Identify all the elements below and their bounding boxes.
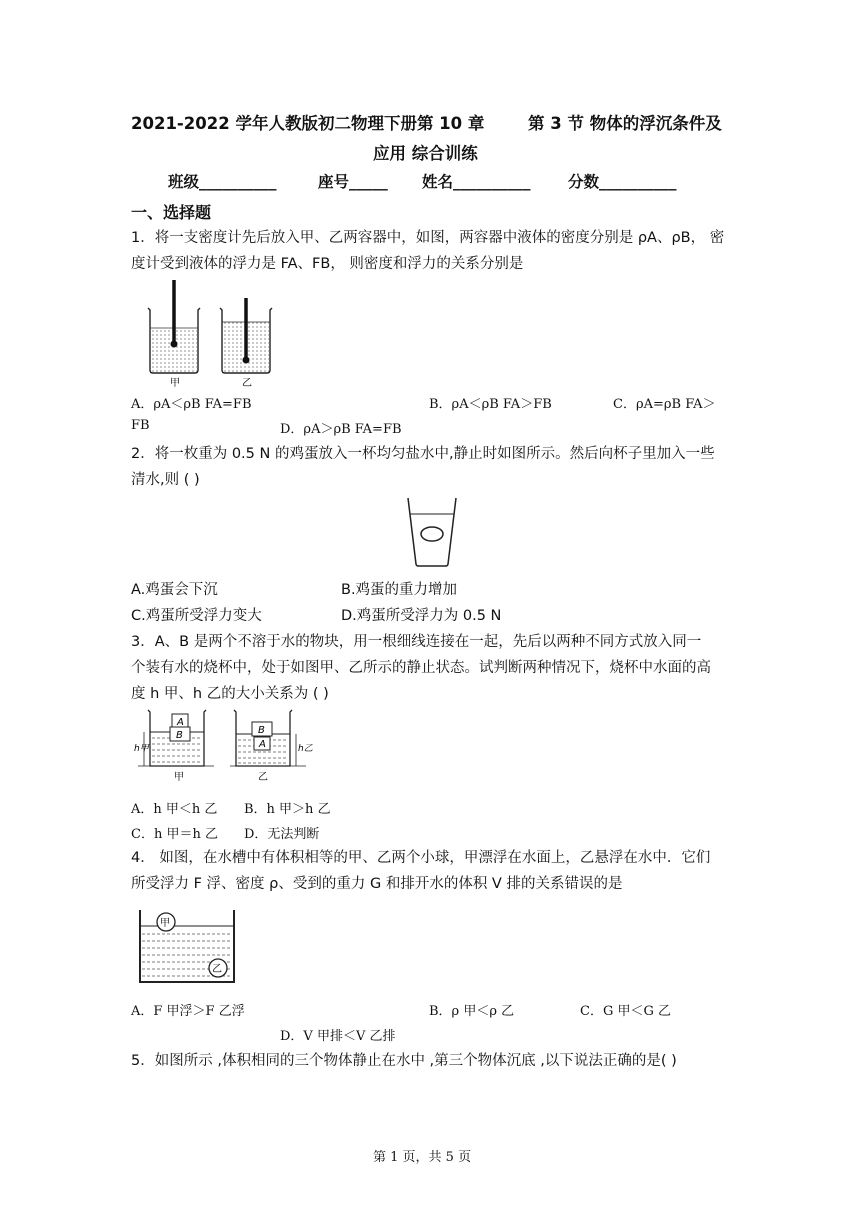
- q4-figure-tank: [138, 908, 238, 986]
- q2-option-a: A.鸡蛋会下沉: [131, 582, 218, 598]
- q3-line3: 度 h 甲、h 乙的大小关系为 ( ): [131, 686, 329, 702]
- q3-block-b-jia: B: [176, 730, 183, 741]
- q3-option-a: A．h 甲＜h 乙: [131, 802, 218, 817]
- q1-option-c: C．ρA=ρB FA＞: [613, 397, 716, 412]
- q1-fig-label-jia: 甲: [170, 378, 180, 389]
- q3-block-a-yi: A: [259, 739, 266, 750]
- q4-fig-label-jia: 甲: [160, 918, 170, 929]
- q3-h-yi: h乙: [298, 744, 313, 754]
- q1-option-a: A．ρA＜ρB FA=FB: [131, 397, 252, 412]
- q2-option-d: D.鸡蛋所受浮力为 0.5 N: [341, 608, 502, 624]
- q1-option-d: D．ρA＞ρB FA=FB: [280, 422, 402, 437]
- q2-option-b: B.鸡蛋的重力增加: [341, 582, 458, 598]
- q1-fig-label-yi: 乙: [242, 378, 252, 389]
- field-name: 姓名__________: [422, 173, 531, 191]
- q4-option-c: C．G 甲＜G 乙: [580, 1004, 671, 1019]
- q4-line2: 所受浮力 F 浮、密度 ρ、受到的重力 G 和排开水的体积 V 排的关系错误的是: [131, 876, 623, 892]
- q5-line1: 5．如图所示 ,体积相同的三个物体静止在水中 ,第三个物体沉底 ,以下说法正确的是( ): [131, 1053, 677, 1069]
- field-class: 班级__________: [168, 173, 277, 191]
- q4-option-b: B．ρ 甲＜ρ 乙: [429, 1004, 515, 1019]
- q3-line1: 3．A、B 是两个不溶于水的物块，用一根细线连接在一起，先后以两种不同方式放入同一: [131, 634, 702, 650]
- q1-line1: 1．将一支密度计先后放入甲、乙两容器中，如图，两容器中液体的密度分别是 ρA、ρB， 密: [131, 230, 725, 246]
- q3-fig-label-yi: 乙: [258, 772, 268, 783]
- q3-h-jia: h甲: [134, 744, 149, 754]
- title-line2: 应用 综合训练: [373, 144, 478, 163]
- title-left: 2021-2022 学年人教版初二物理下册第 10 章: [131, 114, 485, 133]
- q4-option-a: A．F 甲浮＞F 乙浮: [131, 1004, 245, 1019]
- q2-figure-egg-cup: [404, 494, 460, 570]
- q3-figure-blocks: [134, 706, 324, 784]
- q4-line1: 4． 如图，在水槽中有体积相等的甲、乙两个小球，甲漂浮在水面上，乙悬浮在水中．它们: [131, 850, 711, 866]
- title-right: 第 3 节 物体的浮沉条件及: [528, 114, 722, 133]
- q3-option-b: B．h 甲＞h 乙: [244, 802, 331, 817]
- q3-option-d: D．无法判断: [244, 827, 320, 842]
- q1-option-c-cont: FB: [131, 418, 150, 433]
- q1-figure-hydrometers: [140, 278, 280, 390]
- q1-option-b: B．ρA＜ρB FA＞FB: [429, 397, 552, 412]
- field-seat: 座号_____: [318, 173, 388, 191]
- q4-fig-label-yi: 乙: [212, 964, 222, 975]
- q2-option-c: C.鸡蛋所受浮力变大: [131, 608, 262, 624]
- q3-block-b-yi: B: [258, 725, 265, 736]
- q3-option-c: C．h 甲＝h 乙: [131, 827, 218, 842]
- q4-option-d: D．V 甲排＜V 乙排: [280, 1029, 396, 1044]
- q3-fig-label-jia: 甲: [174, 772, 184, 783]
- egg-icon: [421, 527, 443, 541]
- beaker-yi: [220, 298, 272, 373]
- page-footer: 第 1 页，共 5 页: [373, 1150, 472, 1165]
- field-score: 分数__________: [568, 173, 677, 191]
- beaker-jia: [148, 280, 200, 373]
- q2-line2: 清水,则 ( ): [131, 472, 200, 488]
- q3-block-a-jia: A: [177, 717, 184, 728]
- q2-line1: 2．将一枚重为 0.5 N 的鸡蛋放入一杯均匀盐水中,静止时如图所示。然后向杯子里加入一些: [131, 446, 715, 462]
- q3-line2: 个装有水的烧杯中，处于如图甲、乙所示的静止状态。试判断两种情况下，烧杯中水面的高: [131, 660, 711, 676]
- section-heading: 一、选择题: [131, 203, 212, 222]
- q1-line2: 度计受到液体的浮力是 FA、FB， 则密度和浮力的关系分别是: [131, 256, 524, 272]
